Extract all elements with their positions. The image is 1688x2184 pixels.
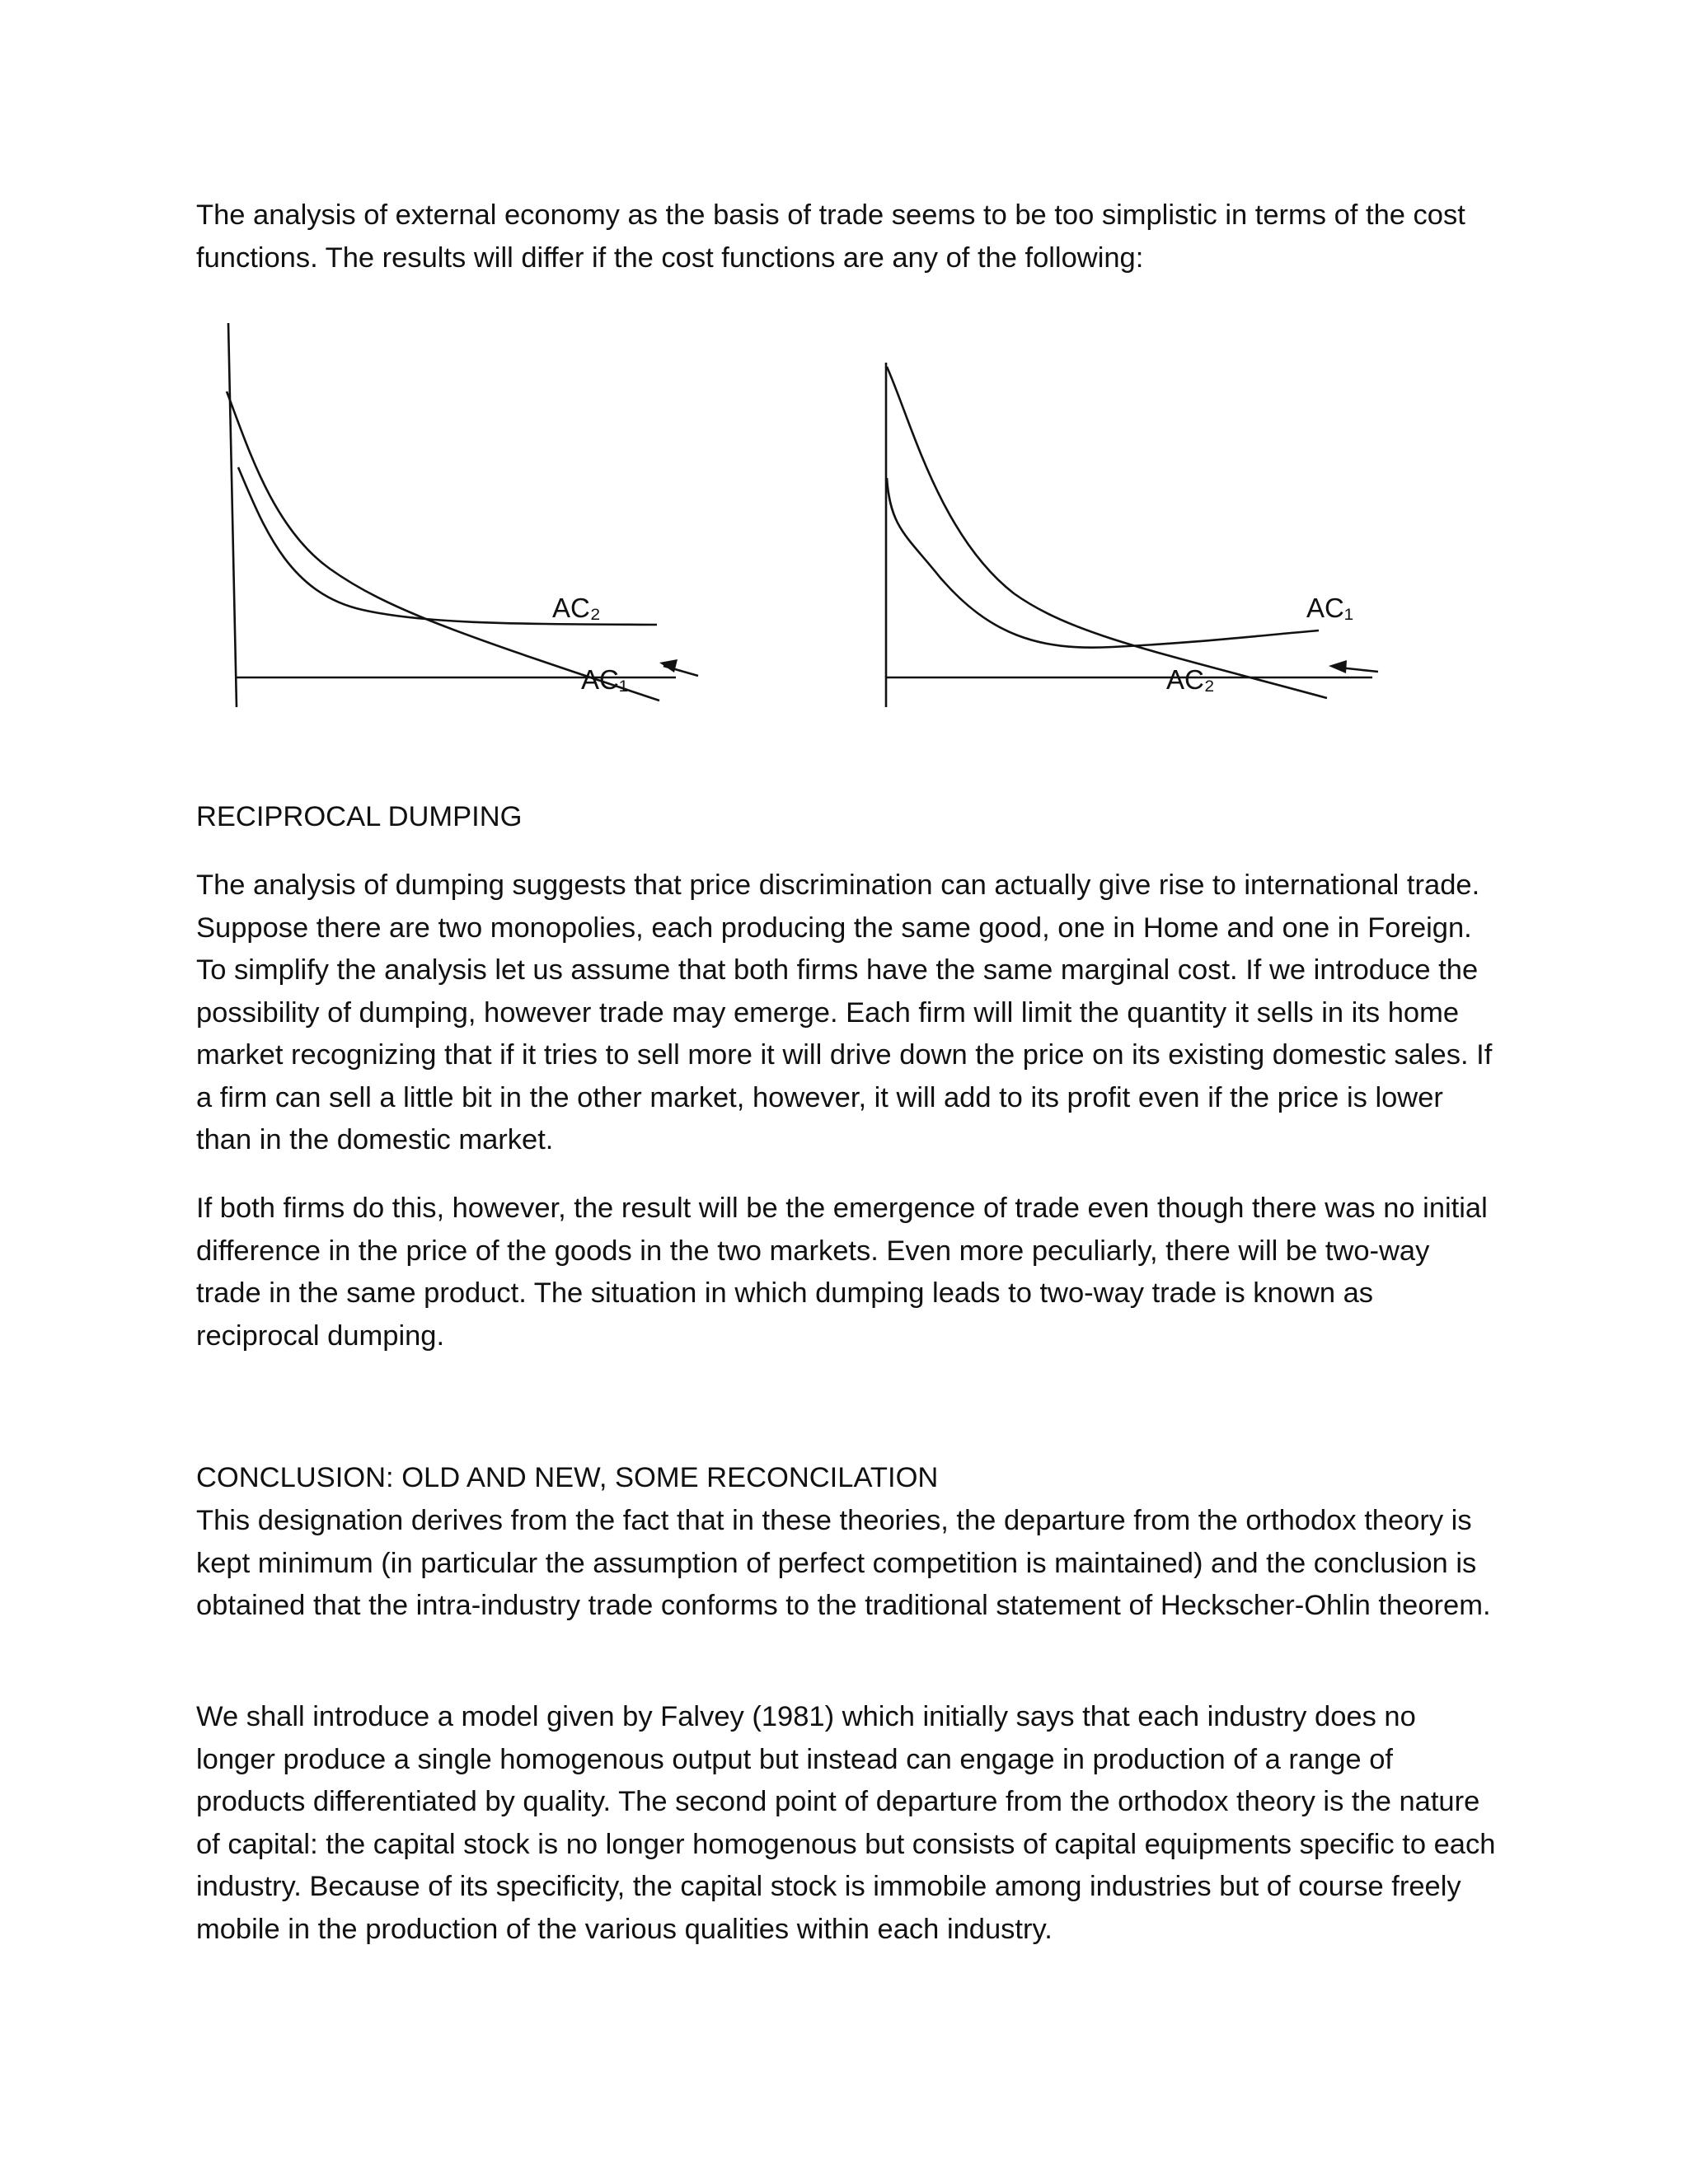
conclusion-heading: CONCLUSION: OLD AND NEW, SOME RECONCILATION xyxy=(196,1462,939,1493)
right-curve-ac1 xyxy=(887,478,1319,648)
left-curve-ac1 xyxy=(227,391,659,701)
figure-left-cost-curves xyxy=(0,0,1688,742)
conclusion-paragraph-1: This designation derives from the fact that in these theories, the departure from the orthodox theory is kept minimum (in particular the assumption of perfect competition is maintained) and the conclusion is obtained that the intra-industry trade conforms to the traditional statement of Heckscher-Ohlin theorem. xyxy=(196,1505,1491,1621)
left-label-ac2: AC₂ xyxy=(552,593,601,623)
intro-paragraph: The analysis of external economy as the basis of trade seems to be too simplistic in terms of the cost functions. The results will differ if the cost functions are any of the following: xyxy=(196,199,1465,274)
conclusion-paragraph-2: We shall introduce a model given by Falvey (1981) which initially says that each industry does no longer produce a single homogenous output but instead can engage in production of a range of products differentiated by quality. The second point of departure from the orthodox theory is the nature of capital: the capital stock is no longer homogenous but consists of capital equipments specific to each industry. Because of its specificity, the capital stock is immobile among industries but of course freely mobile in the production of the various qualities within each industry. xyxy=(196,1701,1496,1945)
right-label-ac1: AC₁ xyxy=(1306,593,1353,623)
reciprocal-paragraph-1: The analysis of dumping suggests that price discrimination can actually give rise to international trade. Suppose there are two monopolies, each producing the same good, one in Home and one in Foreign. To simplify the analysis let us assume that both firms have the same marginal cost. If we introduce the possibility of dumping, however trade may emerge. Each firm will limit the quantity it sells in its home market recognizing that if it tries to sell more it will drive down the price on its existing domestic sales. If a firm can sell a little bit in the other market, however, it will add to its profit even if the price is lower than in the domestic market. xyxy=(196,869,1493,1155)
left-label-ac1: AC₁ xyxy=(581,664,628,695)
left-arrow-icon xyxy=(659,659,678,673)
right-label-ac2: AC₂ xyxy=(1166,664,1215,695)
right-curve-ac2 xyxy=(887,367,1327,698)
reciprocal-heading: RECIPROCAL DUMPING xyxy=(196,801,523,832)
reciprocal-paragraph-2: If both firms do this, however, the result will be the emergence of trade even though there was no initial difference in the price of the goods in the two markets. Even more peculiarly, there will be two-way trade in the same product. The situation in which dumping leads to two-way trade is known as reciprocal dumping. xyxy=(196,1193,1488,1352)
left-y-axis xyxy=(228,323,237,707)
right-arrow-icon xyxy=(1329,660,1347,673)
